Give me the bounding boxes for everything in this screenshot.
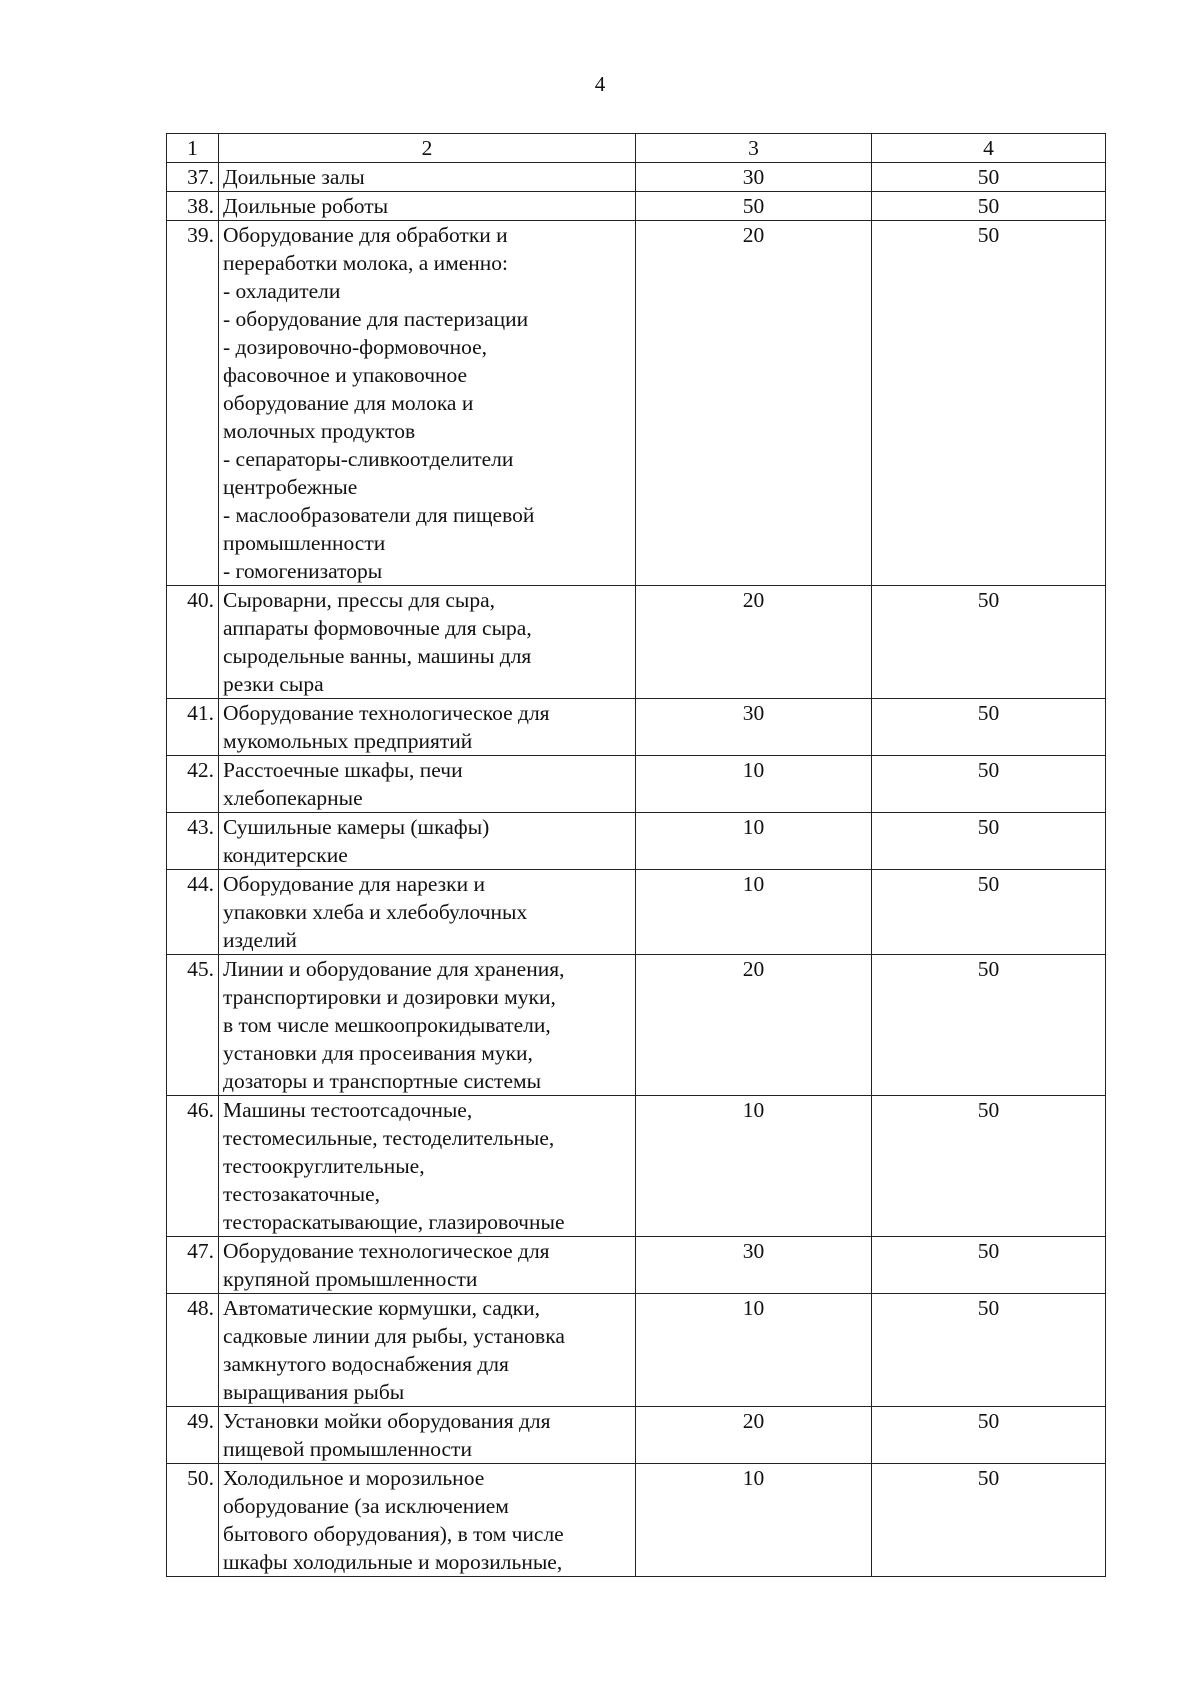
table-row [167,756,1106,813]
row-description [219,192,636,221]
description-line: Доильные залы [223,165,365,189]
row-description [219,1237,636,1294]
description-line: Оборудование технологическое для [223,701,550,725]
description-line: - дозировочно-формовочное, [223,335,488,359]
table-row [167,955,1106,1096]
table-row [167,1096,1106,1237]
description-line: оборудование для молока и [223,391,474,415]
row-number: 40. [167,586,219,699]
description-line: центробежные [223,475,358,499]
row-col3-value: 20 [636,221,872,586]
description-line: Линии и оборудование для хранения, [223,957,565,981]
row-col4-value: 50 [872,699,1106,756]
description-line: тестомесильные, тестоделительные, [223,1126,555,1150]
row-number: 42. [167,756,219,813]
description-line: Холодильное и морозильное [223,1466,485,1490]
row-description [219,1294,636,1407]
description-line: молочных продуктов [223,419,416,443]
row-number: 47. [167,1237,219,1294]
description-line: - сепараторы-сливкоотделители [223,447,514,471]
description-line: - гомогенизаторы [223,559,383,583]
description-line: дозаторы и транспортные системы [223,1069,542,1093]
row-col4-value: 50 [872,586,1106,699]
description-line: тестораскатывающие, глазировочные [223,1210,565,1234]
row-description [219,1464,636,1577]
description-line: - маслообразователи для пищевой [223,503,535,527]
description-line: Доильные роботы [223,194,389,218]
description-line: Машины тестоотсадочные, [223,1098,473,1122]
row-col3-value: 10 [636,1096,872,1237]
description-line: Установки мойки оборудования для [223,1409,551,1433]
description-line: выращивания рыбы [223,1380,405,1404]
description-line: резки сыра [223,672,324,696]
table-row [167,1464,1106,1577]
description-line: садковые линии для рыбы, установка [223,1324,565,1348]
table-row [167,221,1106,586]
row-col3-value: 50 [636,192,872,221]
row-number: 50. [167,1464,219,1577]
row-description [219,221,636,586]
row-col3-value: 20 [636,1407,872,1464]
description-line: упаковки хлеба и хлебобулочных [223,900,528,924]
description-line: шкафы холодильные и морозильные, [223,1550,563,1574]
description-line: замкнутого водоснабжения для [223,1352,509,1376]
row-description [219,813,636,870]
row-description [219,586,636,699]
description-line: промышленности [223,531,386,555]
row-description [219,163,636,192]
row-col3-value: 10 [636,813,872,870]
table-row [167,1237,1106,1294]
row-col3-value: 10 [636,1294,872,1407]
description-line: транспортировки и дозировки муки, [223,985,556,1009]
header-cell-4: 4 [872,134,1106,163]
row-number: 45. [167,955,219,1096]
row-number: 38. [167,192,219,221]
page-number: 4 [594,72,606,96]
row-col4-value: 50 [872,955,1106,1096]
row-number: 49. [167,1407,219,1464]
header-cell-2: 2 [219,134,636,163]
row-description [219,1096,636,1237]
row-description [219,699,636,756]
description-line: крупяной промышленности [223,1267,478,1291]
row-number: 37. [167,163,219,192]
row-number: 48. [167,1294,219,1407]
header-cell-1: 1 [167,134,219,163]
description-line: тестоокруглительные, [223,1154,425,1178]
row-description [219,1407,636,1464]
row-col3-value: 10 [636,756,872,813]
description-line: Оборудование для нарезки и [223,872,485,896]
row-col3-value: 10 [636,1464,872,1577]
table-row [167,163,1106,192]
description-line: установки для просеивания муки, [223,1041,533,1065]
table-row [167,1407,1106,1464]
description-line: изделий [223,928,297,952]
row-col4-value: 50 [872,1464,1106,1577]
description-line: мукомольных предприятий [223,729,473,753]
header-cell-3: 3 [636,134,872,163]
row-number: 41. [167,699,219,756]
table-row [167,192,1106,221]
row-col3-value: 20 [636,586,872,699]
description-line: Сушильные камеры (шкафы) [223,815,490,839]
row-number: 43. [167,813,219,870]
row-col4-value: 50 [872,813,1106,870]
table-row [167,813,1106,870]
description-line: хлебопекарные [223,786,363,810]
row-col4-value: 50 [872,756,1106,813]
row-col3-value: 30 [636,163,872,192]
description-line: Автоматические кормушки, садки, [223,1296,540,1320]
row-col3-value: 10 [636,870,872,955]
row-number: 39. [167,221,219,586]
description-line: тестозакаточные, [223,1182,381,1206]
description-line: пищевой промышленности [223,1437,472,1461]
row-col4-value: 50 [872,1407,1106,1464]
description-line: Расстоечные шкафы, печи [223,758,463,782]
row-col3-value: 30 [636,699,872,756]
description-line: переработки молока, а именно: [223,251,509,275]
row-description [219,870,636,955]
row-number: 44. [167,870,219,955]
description-line: фасовочное и упаковочное [223,363,468,387]
description-line: аппараты формовочные для сыра, [223,616,532,640]
description-line: - оборудование для пастеризации [223,307,529,331]
row-description [219,756,636,813]
row-description [219,955,636,1096]
row-col4-value: 50 [872,192,1106,221]
row-col4-value: 50 [872,221,1106,586]
row-col4-value: 50 [872,1096,1106,1237]
description-line: Оборудование технологическое для [223,1239,550,1263]
table-header-row [167,134,1106,163]
description-line: - охладители [223,279,341,303]
row-col4-value: 50 [872,1294,1106,1407]
row-col4-value: 50 [872,163,1106,192]
description-line: Оборудование для обработки и [223,223,508,247]
description-line: оборудование (за исключением [223,1494,509,1518]
table-row [167,699,1106,756]
row-number: 46. [167,1096,219,1237]
table-row [167,1294,1106,1407]
row-col3-value: 30 [636,1237,872,1294]
description-line: сыродельные ванны, машины для [223,644,532,668]
description-line: Сыроварни, прессы для сыра, [223,588,496,612]
row-col3-value: 20 [636,955,872,1096]
description-line: кондитерские [223,843,348,867]
row-col4-value: 50 [872,1237,1106,1294]
row-col4-value: 50 [872,870,1106,955]
table-row [167,586,1106,699]
equipment-table [166,133,1106,1577]
description-line: бытового оборудования), в том числе [223,1522,564,1546]
description-line: в том числе мешкоопрокидыватели, [223,1013,551,1037]
table-row [167,870,1106,955]
